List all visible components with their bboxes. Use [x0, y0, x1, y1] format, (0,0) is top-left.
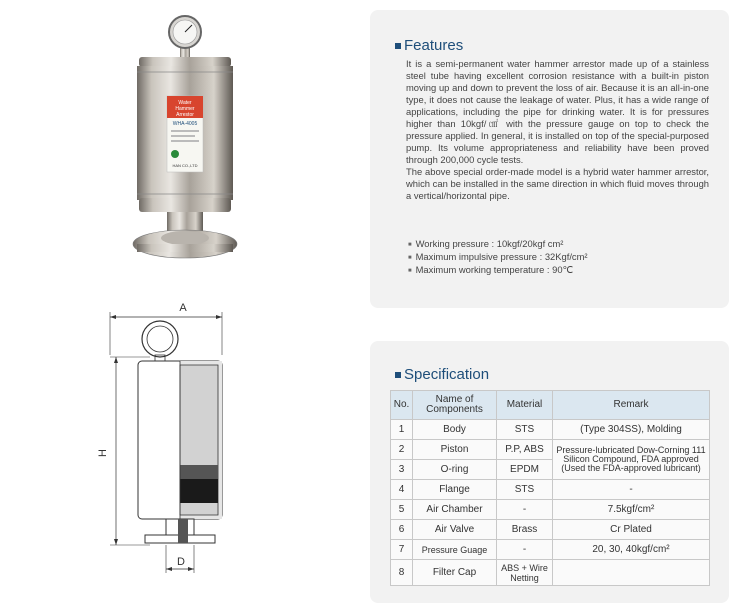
- features-heading: [395, 37, 463, 54]
- photo-label-maker: HAN CO.,LTD: [172, 163, 198, 168]
- table-row: [391, 560, 710, 586]
- specification-table: [390, 390, 710, 586]
- cell-name: Flange: [413, 480, 497, 500]
- heading-square-icon: [395, 43, 401, 49]
- table-row: [391, 420, 710, 440]
- cell-remark: [553, 560, 710, 586]
- cell-material: EPDM: [497, 460, 553, 480]
- table-row: [391, 440, 710, 460]
- cell-name: Filter Cap: [413, 560, 497, 586]
- cell-material: -: [497, 500, 553, 520]
- column-header-no: No.: [391, 391, 413, 420]
- cell-no: 2: [391, 440, 413, 460]
- cell-no: 7: [391, 540, 413, 560]
- table-row: [391, 480, 710, 500]
- features-bullet: ■ Maximum impulsive pressure : 32Kgf/cm²: [408, 251, 588, 264]
- dimension-drawing: [90, 295, 230, 585]
- column-header-remark: Remark: [553, 391, 710, 420]
- cell-remark: -: [553, 480, 710, 500]
- cell-no: 3: [391, 460, 413, 480]
- column-header-name: Name of Components: [413, 391, 497, 420]
- features-bullet: ■ Maximum working temperature : 90℃: [408, 264, 588, 277]
- cell-name: Pressure Guage: [413, 540, 497, 560]
- features-heading-text: Features: [404, 37, 464, 54]
- photo-label-model: WHA-4005: [172, 121, 198, 127]
- cell-no: 4: [391, 480, 413, 500]
- cell-name: O-ring: [413, 460, 497, 480]
- photo-label-line-3: Arrestor: [176, 112, 194, 118]
- features-body: [406, 58, 709, 202]
- cell-material: P.P, ABS: [497, 440, 553, 460]
- features-paragraph-2: The above special order-made model is a hybrid water hammer arrestor, which can be installed in the same direction in which fluid moves through a vertical/horizontal pipe.: [406, 166, 709, 201]
- specification-heading-text: Specification: [404, 366, 490, 383]
- table-row: [391, 540, 710, 560]
- cell-material: -: [497, 540, 553, 560]
- heading-square-icon: [395, 372, 401, 378]
- cell-no: 6: [391, 520, 413, 540]
- photo-label-line-2: Hammer: [175, 106, 195, 112]
- features-bullet-list: [408, 238, 588, 277]
- cell-remark: Cr Plated: [553, 520, 710, 540]
- cell-material: STS: [497, 480, 553, 500]
- cell-remark: (Type 304SS), Molding: [553, 420, 710, 440]
- product-photo: [125, 12, 245, 272]
- cell-remark: 20, 30, 40kgf/cm²: [553, 540, 710, 560]
- cell-no: 8: [391, 560, 413, 586]
- features-panel: [370, 10, 729, 308]
- cell-no: 1: [391, 420, 413, 440]
- cell-no: 5: [391, 500, 413, 520]
- dimension-label-h: H: [97, 449, 109, 457]
- column-header-material: Material: [497, 391, 553, 420]
- cell-name: Air Chamber: [413, 500, 497, 520]
- cell-material: ABS + Wire Netting: [497, 560, 553, 586]
- cell-material: Brass: [497, 520, 553, 540]
- specification-heading: [395, 366, 489, 383]
- cell-name: Piston: [413, 440, 497, 460]
- dimension-label-a: A: [179, 302, 187, 314]
- dimension-label-d: D: [177, 556, 185, 568]
- cell-remark: 7.5kgf/cm²: [553, 500, 710, 520]
- table-row: [391, 520, 710, 540]
- table-row: [391, 500, 710, 520]
- features-paragraph-1: It is a semi-permanent water hammer arrestor made up of a stainless steel tube having excellent corrosion resistance with a built-in piston moving up and down to prevent the loss of air. Because it is an all-in-one type, it does not cause the leakage of water. Plus, it has a wide range of applications, including the pipe for drinking water. It is for pressures higher than 10kgf/㎠ with the pressure gauge on top to check the pressure applied. In general, it is installed on top of the special-purposed pump. Its volume appropriateness and reliability have been proved through 200,000 cycle tests.: [406, 58, 709, 165]
- cell-remark: Pressure-lubricated Dow-Corning 111 Silicon Compound, FDA approved (Used the FDA-approved lubricant): [553, 440, 710, 480]
- table-header-row: [391, 391, 710, 420]
- photo-label-line-1: Water: [178, 100, 192, 106]
- cell-material: STS: [497, 420, 553, 440]
- cell-name: Body: [413, 420, 497, 440]
- features-bullet: ■ Working pressure : 10kgf/20kgf cm²: [408, 238, 588, 251]
- cell-name: Air Valve: [413, 520, 497, 540]
- specification-panel: [370, 341, 729, 603]
